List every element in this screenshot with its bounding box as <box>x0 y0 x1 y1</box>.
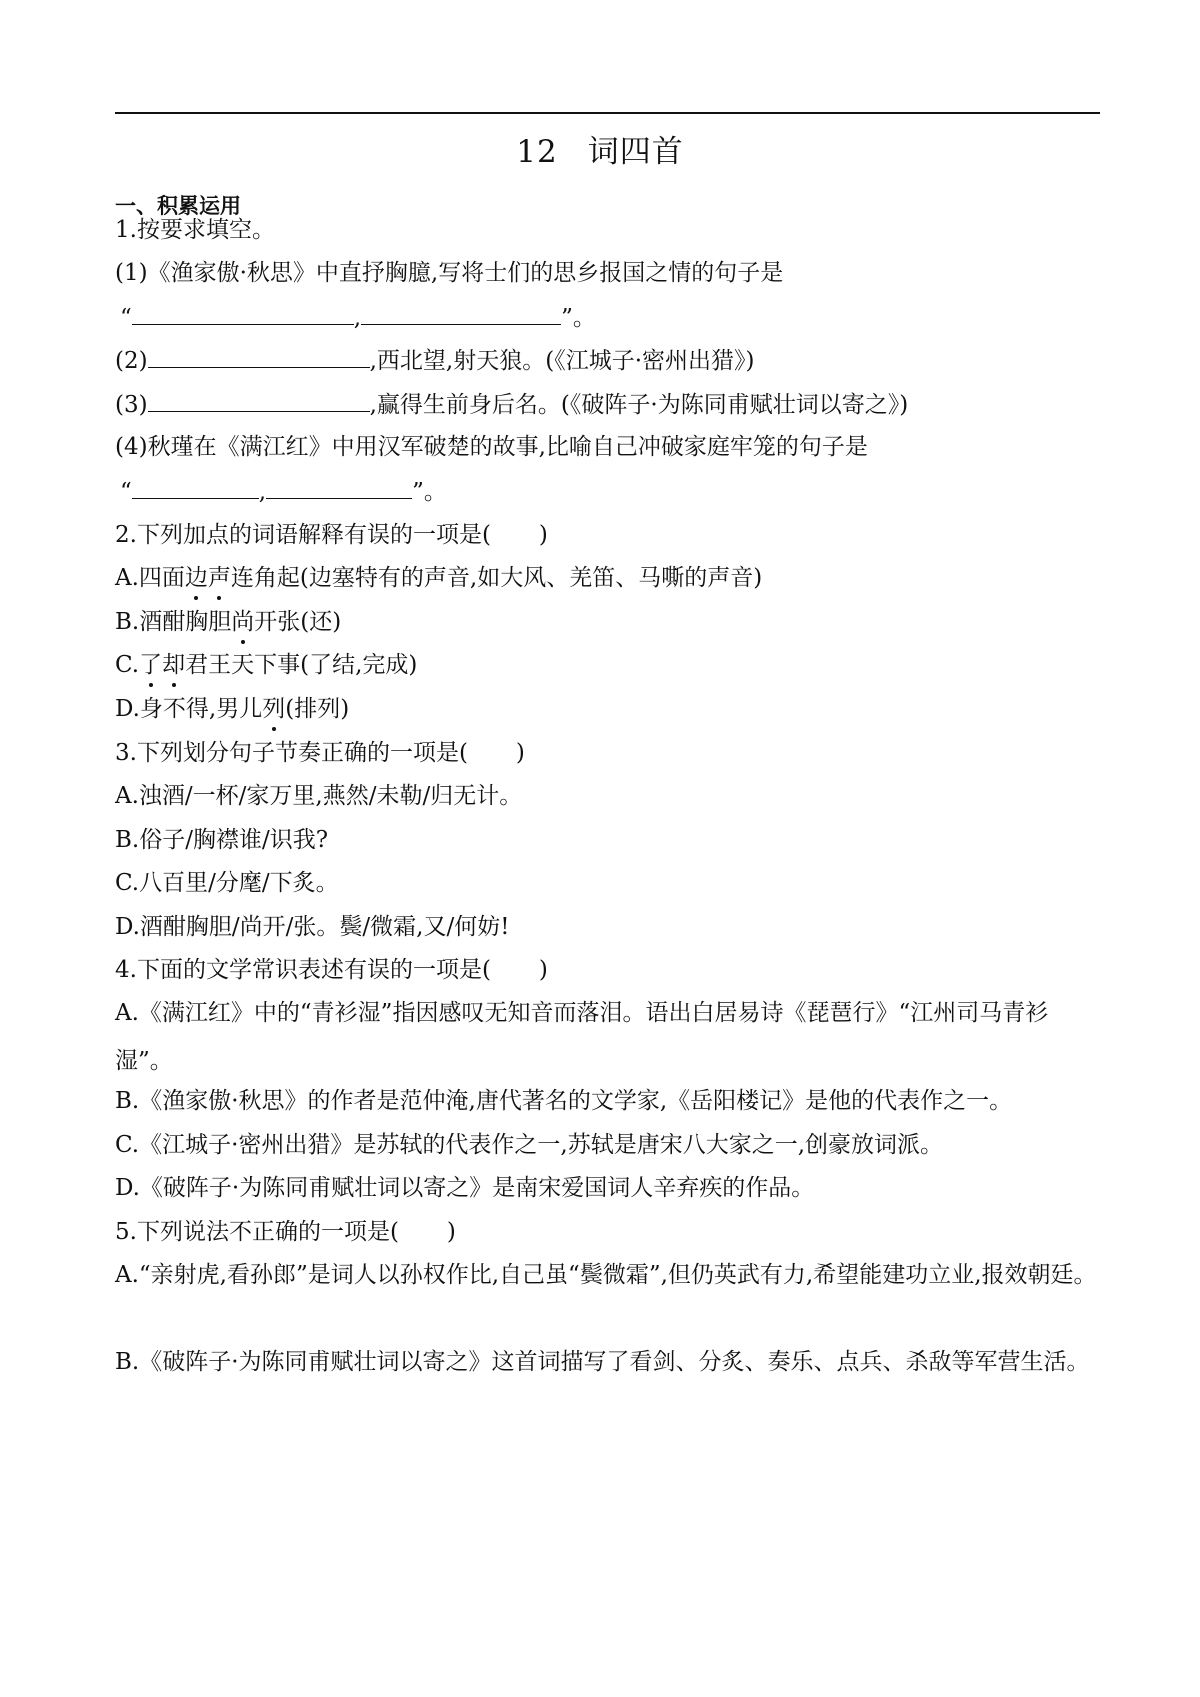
emphasis-dot-char: 声 <box>207 565 231 591</box>
q3-option-a: A.浊酒/一杯/家万里,燕然/未勒/归无计。 <box>115 783 523 809</box>
answer-blank[interactable] <box>132 302 354 325</box>
q4-option-c: C.《江城子·密州出猎》是苏轼的代表作之一,苏轼是唐宋八大家之一,创豪放词派。 <box>115 1132 944 1158</box>
q4-option-d: D.《破阵子·为陈同甫赋壮词以寄之》是南宋爱国词人辛弃疾的作品。 <box>115 1175 815 1201</box>
q1-stem: 1.按要求填空。 <box>115 217 275 243</box>
q4-stem: 4.下面的文学常识表述有误的一项是( ) <box>115 957 548 983</box>
page-title <box>0 126 1200 171</box>
q3-option-b: B.俗子/胸襟谁/识我? <box>115 827 329 853</box>
q2-option-b: B.酒酣胸胆尚开张(还) <box>115 609 342 635</box>
emphasis-dot-char: 了 <box>139 652 163 678</box>
q5-option-a: A.“亲射虎,看孙郎”是词人以孙权作比,自己虽“鬓微霜”,但仍英武有力,希望能建功立业,报效朝廷。 <box>115 1262 1097 1288</box>
q1-part1-answer: “ , ”。 <box>120 302 596 333</box>
emphasis-dot-char: 尚 <box>231 609 255 635</box>
answer-blank[interactable] <box>148 389 370 412</box>
q1-part4-answer: “ , ”。 <box>120 476 447 507</box>
q4-option-a: A.《满江红》中的“青衫湿”指因感叹无知音而落泪。语出白居易诗《琵琶行》“江州司马青衫湿”。 <box>115 1000 1049 1074</box>
q3-option-d: D.酒酣胸胆/尚开/张。鬓/微霜,又/何妨! <box>115 914 510 940</box>
answer-blank[interactable] <box>148 345 370 368</box>
section-heading: 一、积累运用 <box>115 194 241 218</box>
emphasis-dot-char: 却 <box>162 652 186 678</box>
q2-stem: 2.下列加点的词语解释有误的一项是( ) <box>115 522 548 548</box>
emphasis-dot-char: 边 <box>184 565 208 591</box>
q1-part2: (2) ,西北望,射天狼。(《江城子·密州出猎》) <box>115 345 754 376</box>
q3-stem: 3.下列划分句子节奏正确的一项是( ) <box>115 740 525 766</box>
q5-option-b: B.《破阵子·为陈同甫赋壮词以寄之》这首词描写了看剑、分炙、奏乐、点兵、杀敌等军营生活。 <box>115 1349 1090 1375</box>
answer-blank[interactable] <box>266 476 412 499</box>
q2-option-a: A.四面边声连角起(边塞特有的声音,如大风、羌笛、马嘶的声音) <box>115 565 763 591</box>
q5-stem: 5.下列说法不正确的一项是( ) <box>115 1219 456 1245</box>
q2-option-d: D.身不得,男儿列(排列) <box>115 696 350 722</box>
q1-part1-prompt: (1)《渔家傲·秋思》中直抒胸臆,写将士们的思乡报国之情的句子是 <box>115 260 784 286</box>
q2-option-c: C.了却君王天下事(了结,完成) <box>115 652 418 678</box>
q4-option-b: B.《渔家傲·秋思》的作者是范仲淹,唐代著名的文学家,《岳阳楼记》是他的代表作之一。 <box>115 1088 1013 1114</box>
title-text: 词四首 <box>587 134 684 170</box>
title-number: 12 <box>516 134 558 170</box>
answer-blank[interactable] <box>132 476 259 499</box>
header-rule <box>115 112 1100 114</box>
q3-option-c: C.八百里/分麾/下炙。 <box>115 870 339 896</box>
emphasis-dot-char: 列 <box>262 696 286 722</box>
q1-part4-prompt: (4)秋瑾在《满江红》中用汉军破楚的故事,比喻自己冲破家庭牢笼的句子是 <box>115 434 868 460</box>
q1-part3: (3) ,赢得生前身后名。(《破阵子·为陈同甫赋壮词以寄之》) <box>115 389 908 420</box>
answer-blank[interactable] <box>361 302 561 325</box>
